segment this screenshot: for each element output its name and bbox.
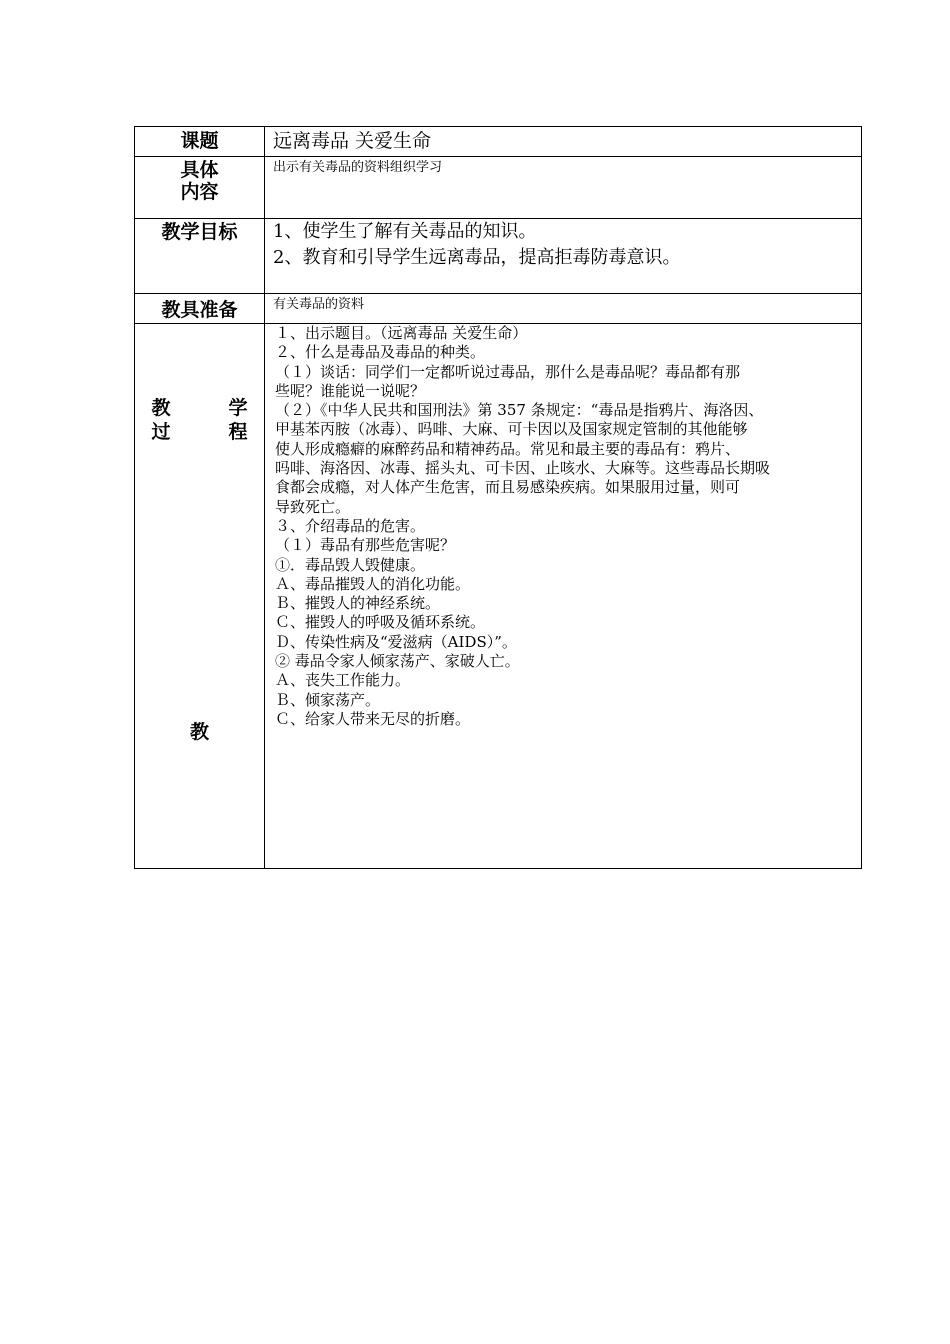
tools-value: 有关毒品的资料 <box>273 297 365 312</box>
process-line: Ａ、丧失工作能力。 <box>275 671 411 690</box>
goal-label-cell <box>135 219 265 294</box>
tools-label: 教具准备 <box>161 299 238 321</box>
lesson-title: 远离毒品 关爱生命 <box>273 130 432 152</box>
process-line: （２）《中华人民共和国刑法》第 357 条规定：“毒品是指鸦片、海洛因、 <box>275 401 764 420</box>
content-label-line1: 具体 <box>180 159 219 181</box>
process-line: Ｃ、给家人带来无尽的折磨。 <box>275 709 471 728</box>
content-value: 出示有关毒品的资料组织学习 <box>273 160 443 175</box>
process-line: 食都会成瘾，对人体产生危害，而且易感染疾病。如果服用过量，则可 <box>275 478 741 497</box>
process-line: ② 毒品令家人倾家荡产、家破人亡。 <box>275 652 520 671</box>
content-label-cell <box>135 157 265 219</box>
title-value-cell <box>265 127 862 157</box>
process-label-cell <box>135 324 265 869</box>
goal-item-1: 1、使学生了解有关毒品的知识。 <box>273 221 537 242</box>
goal-value-cell <box>265 219 862 294</box>
content-row <box>135 157 862 219</box>
process-line: Ｄ、传染性病及“爱滋病（AIDS）”。 <box>275 632 517 651</box>
goal-item-2: 2、教育和引导学生远离毒品，提高拒毒防毒意识。 <box>273 247 681 268</box>
tools-label-cell <box>135 294 265 324</box>
process-label-line2: 过 程 <box>151 421 248 443</box>
content-label-line2: 内容 <box>180 181 219 203</box>
process-label-line1: 教 学 <box>151 397 248 419</box>
process-row <box>135 324 862 869</box>
process-line: Ｃ、摧毁人的呼吸及循环系统。 <box>275 613 486 632</box>
title-row <box>135 127 862 157</box>
process-line: １、出示题目。（远离毒品 关爱生命） <box>275 324 528 342</box>
title-label: 课题 <box>180 130 219 152</box>
process-line: （１）谈话：同学们一定都听说过毒品，那什么是毒品呢？毒品都有那 <box>275 362 741 381</box>
goal-row <box>135 219 862 294</box>
process-line: （１）毒品有那些危害呢？ <box>275 536 456 555</box>
title-label-cell <box>135 127 265 157</box>
tools-row <box>135 294 862 324</box>
process-line: Ｂ、倾家荡产。 <box>275 690 381 709</box>
process-line: Ｂ、摧毁人的神经系统。 <box>275 594 441 613</box>
content-value-cell <box>265 157 862 219</box>
process-label-line3: 教 <box>189 721 209 743</box>
process-line: ①．毒品毁人毁健康。 <box>275 555 426 574</box>
lesson-plan-table <box>134 126 862 869</box>
goal-label: 教学目标 <box>161 221 238 243</box>
process-line: ３、介绍毒品的危害。 <box>275 516 426 535</box>
process-value-cell <box>265 324 862 869</box>
process-line: Ａ、毒品摧毁人的消化功能。 <box>275 574 471 593</box>
process-line: ２、什么是毒品及毒品的种类。 <box>275 343 486 362</box>
tools-value-cell <box>265 294 862 324</box>
process-body <box>265 324 861 729</box>
process-line: 些呢？谁能说一说呢？ <box>275 381 426 400</box>
process-line: 导致死亡。 <box>275 497 351 516</box>
process-line: 吗啡、海洛因、冰毒、摇头丸、可卡因、止咳水、大麻等。这些毒品长期吸 <box>275 459 771 478</box>
process-line: 甲基苯丙胺（冰毒）、吗啡、大麻、可卡因以及国家规定管制的其他能够 <box>275 420 748 439</box>
process-line: 使人形成瘾癖的麻醉药品和精神药品。常见和最主要的毒品有：鸦片、 <box>275 439 741 458</box>
